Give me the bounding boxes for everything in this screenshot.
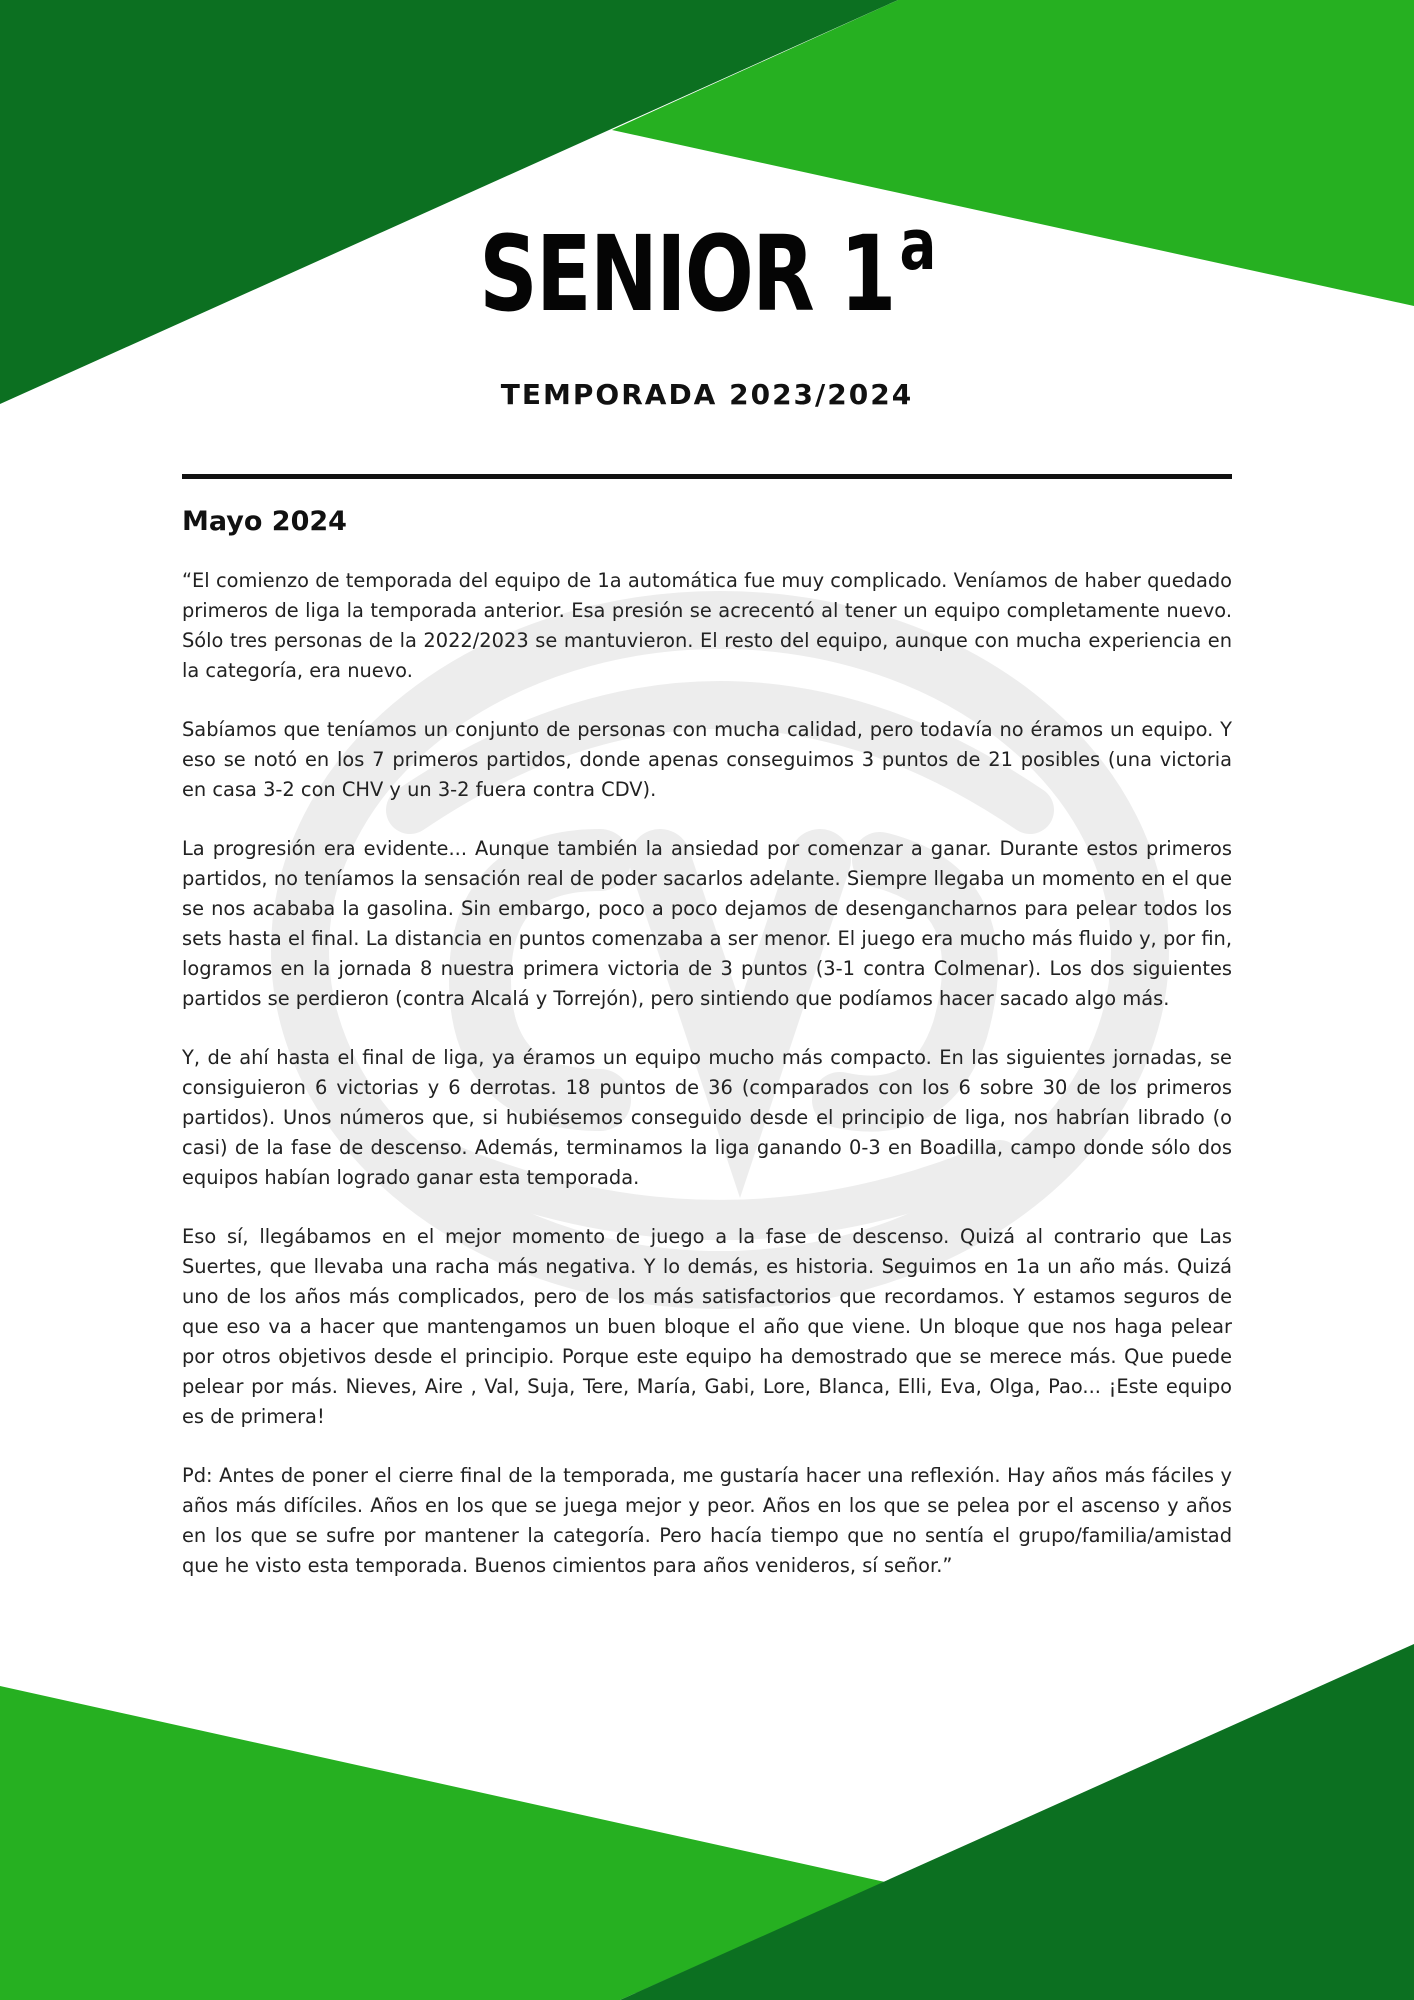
article-paragraph: “El comienzo de temporada del equipo de 1a automática fue muy complicado. Veníamos de haber quedado primeros de liga la temporada anterior. Esa presión se acrecentó al tener un equipo completamente nuevo. Sólo tres personas de la 2022/2023 se mantuvieron. El resto del equipo, aunque con mucha experiencia en la categoría, era nuevo.	[182, 569, 1232, 682]
page-title-text: SENIOR 1	[479, 213, 895, 335]
page-title-superscript: a	[899, 204, 935, 286]
article-paragraph: Eso sí, llegábamos en el mejor momento de juego a la fase de descenso. Quizá al contrario que Las Suertes, que llevaba una racha más negativa. Y lo demás, es historia. Seguimos en 1a un año más. Quizá uno de los años más complicados, pero de los más satisfactorios que recordamos. Y estamos seguros de que eso va a hacer que mantengamos un buen bloque el año que viene. Un bloque que nos haga pelear por otros objetivos desde el principio. Porque este equipo ha demostrado que se merece más. Que puede pelear por más. Nieves, Aire , Val, Suja, Tere, María, Gabi, Lore, Blanca, Elli, Eva, Olga, Pao... ¡Este equipo es de primera!	[182, 1225, 1232, 1428]
article-paragraph: Y, de ahí hasta el final de liga, ya éramos un equipo mucho más compacto. En las siguientes jornadas, se consiguieron 6 victorias y 6 derrotas. 18 puntos de 36 (comparados con los 6 sobre 30 de los primeros partidos). Unos números que, si hubiésemos conseguido desde el principio de liga, nos habrían librado (o casi) de la fase de descenso. Además, terminamos la liga ganando 0-3 en Boadilla, campo donde sólo dos equipos habían logrado ganar esta temporada.	[182, 1046, 1232, 1189]
section-heading: Mayo 2024	[182, 506, 347, 537]
article-paragraph: Pd: Antes de poner el cierre final de la temporada, me gustaría hacer una reflexión. Hay años más fáciles y años más difíciles. Años en los que se juega mejor y peor. Años en los que se pelea por el ascenso y años en los que se sufre por mantener la categoría. Pero hacía tiempo que no sentía el grupo/familia/amistad que he visto esta temporada. Buenos cimientos para años venideros, sí señor.”	[182, 1464, 1232, 1577]
season-subtitle: TEMPORADA 2023/2024	[500, 378, 914, 411]
top-dark-green-triangle	[0, 0, 898, 404]
header-divider	[182, 474, 1232, 479]
page-title	[156, 204, 1259, 335]
article-body	[182, 566, 1232, 1610]
article-paragraph: La progresión era evidente... Aunque también la ansiedad por comenzar a ganar. Durante estos primeros partidos, no teníamos la sensación real de poder sacarlos adelante. Siempre llegaba un momento en el que se nos acababa la gasolina. Sin embargo, poco a poco dejamos de desengancharnos para pelear todos los sets hasta el final. La distancia en puntos comenzaba a ser menor. El juego era mucho más fluido y, por fin, logramos en la jornada 8 nuestra primera victoria de 3 puntos (3-1 contra Colmenar). Los dos siguientes partidos se perdieron (contra Alcalá y Torrejón), pero sintiendo que podíamos hacer sacado algo más.	[182, 837, 1232, 1010]
article-paragraph: Sabíamos que teníamos un conjunto de personas con mucha calidad, pero todavía no éramos un equipo. Y eso se notó en los 7 primeros partidos, donde apenas conseguimos 3 puntos de 21 posibles (una victoria en casa 3-2 con CHV y un 3-2 fuera contra CDV).	[182, 718, 1232, 801]
